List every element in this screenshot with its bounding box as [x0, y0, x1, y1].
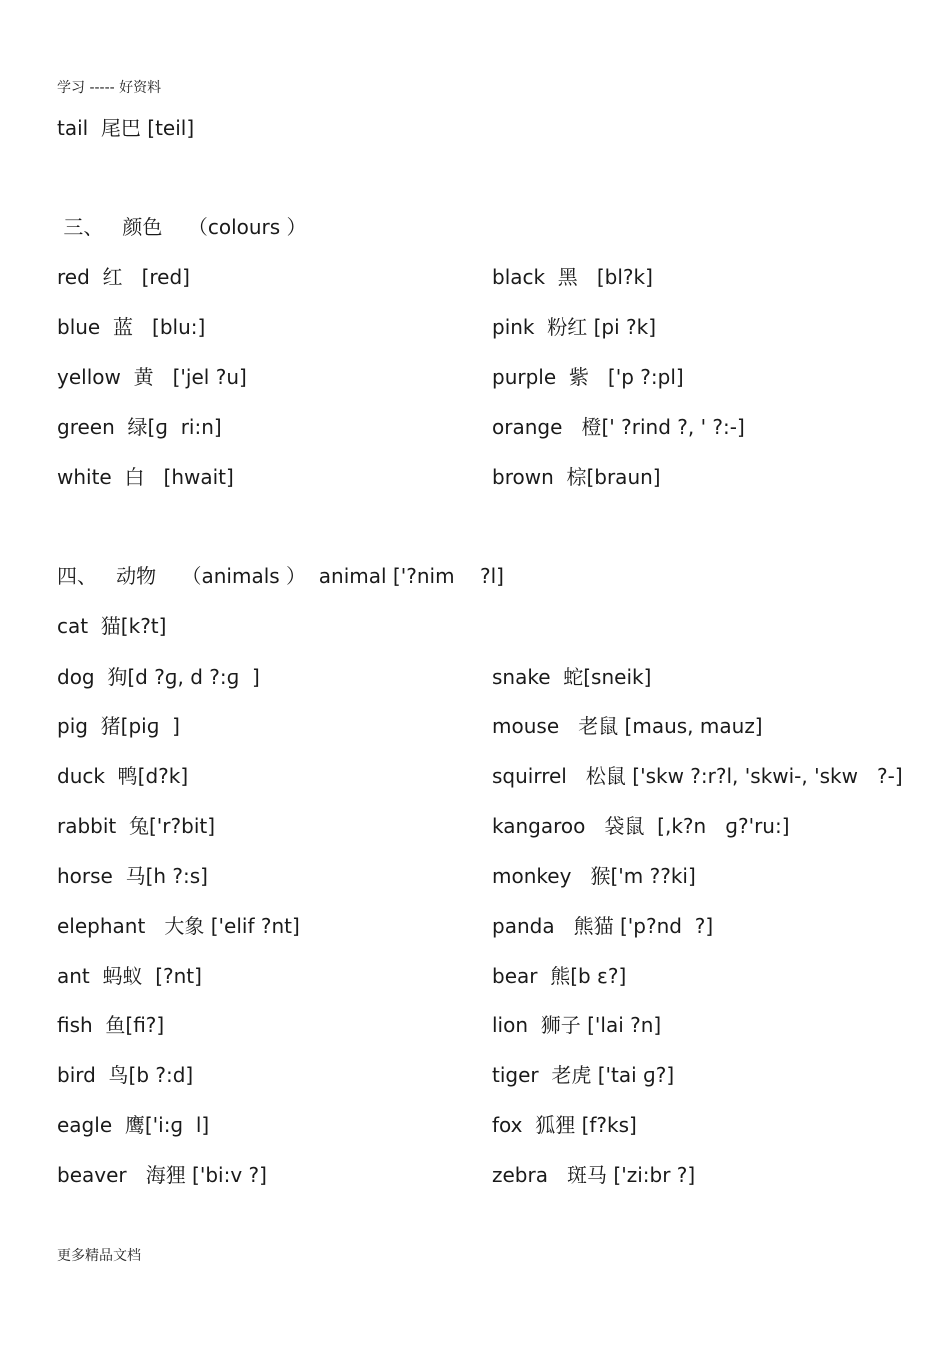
vocab-fish: fish 鱼[fi?]: [57, 1013, 165, 1037]
vocab-tiger: tiger 老虎 ['tai ɡ?]: [492, 1063, 675, 1087]
vocab-dog: dog 狗[d ?ɡ, d ?:ɡ ]: [57, 665, 260, 689]
vocab-panda: panda 熊猫 ['p?nd ?]: [492, 914, 714, 938]
vocab-monkey: monkey 猴['m ??ki]: [492, 864, 696, 888]
vocab-green: green 绿[ɡ ri:n]: [57, 415, 222, 439]
vocab-horse: horse 马[h ?:s]: [57, 864, 208, 888]
vocab-white: white 白 [hwait]: [57, 465, 234, 489]
vocab-beaver: beaver 海狸 ['bi:v ?]: [57, 1163, 267, 1187]
vocab-yellow: yellow 黄 ['jel ?u]: [57, 365, 247, 389]
vocab-snake: snake 蛇[sneik]: [492, 665, 652, 689]
vocab-lion: lion 狮子 ['lai ?n]: [492, 1013, 662, 1037]
page-footer: 更多精品文档: [57, 1248, 141, 1264]
vocab-zebra: zebra 斑马 ['zi:br ?]: [492, 1163, 696, 1187]
vocab-brown: brown 棕[braun]: [492, 465, 661, 489]
vocab-pink: pink 粉红 [pi ?k]: [492, 315, 656, 339]
vocab-cat: cat 猫[k?t]: [57, 614, 167, 638]
vocab-duck: duck 鸭[d?k]: [57, 764, 189, 788]
vocab-fox: fox 狐狸 [f?ks]: [492, 1113, 637, 1137]
vocab-rabbit: rabbit 兔['r?bit]: [57, 814, 216, 838]
vocab-elephant: elephant 大象 ['elif ?nt]: [57, 914, 300, 938]
vocab-black: black 黑 [bl?k]: [492, 265, 653, 289]
vocab-pig: pig 猪[piɡ ]: [57, 714, 180, 738]
page-header: 学习 ----- 好资料: [57, 80, 162, 96]
vocab-tail: tail 尾巴 [teil]: [57, 116, 195, 140]
vocab-ant: ant 蚂蚁 [?nt]: [57, 964, 202, 988]
vocab-orange: orange 橙[' ?rind ?, ' ?:-]: [492, 415, 745, 439]
vocab-eagle: eagle 鹰['i:ɡ l]: [57, 1113, 210, 1137]
vocab-mouse: mouse 老鼠 [maus, mauz]: [492, 714, 763, 738]
vocab-squirrel: squirrel 松鼠 ['skw ?:r?l, 'skwi-, 'skw ?-]: [492, 764, 903, 788]
vocab-red: red 红 [red]: [57, 265, 190, 289]
section-colours-title: 三、 颜色 （colours ）: [57, 215, 307, 239]
vocab-blue: blue 蓝 [blu:]: [57, 315, 206, 339]
vocab-purple: purple 紫 ['p ?:pl]: [492, 365, 684, 389]
vocab-kangaroo: kangaroo 袋鼠 [,k?n ɡ?'ru:]: [492, 814, 790, 838]
section-animals-title: 四、 动物 （animals ） animal ['?nim ?l]: [57, 564, 504, 588]
vocab-bear: bear 熊[b ε?]: [492, 964, 627, 988]
vocab-bird: bird 鸟[b ?:d]: [57, 1063, 194, 1087]
